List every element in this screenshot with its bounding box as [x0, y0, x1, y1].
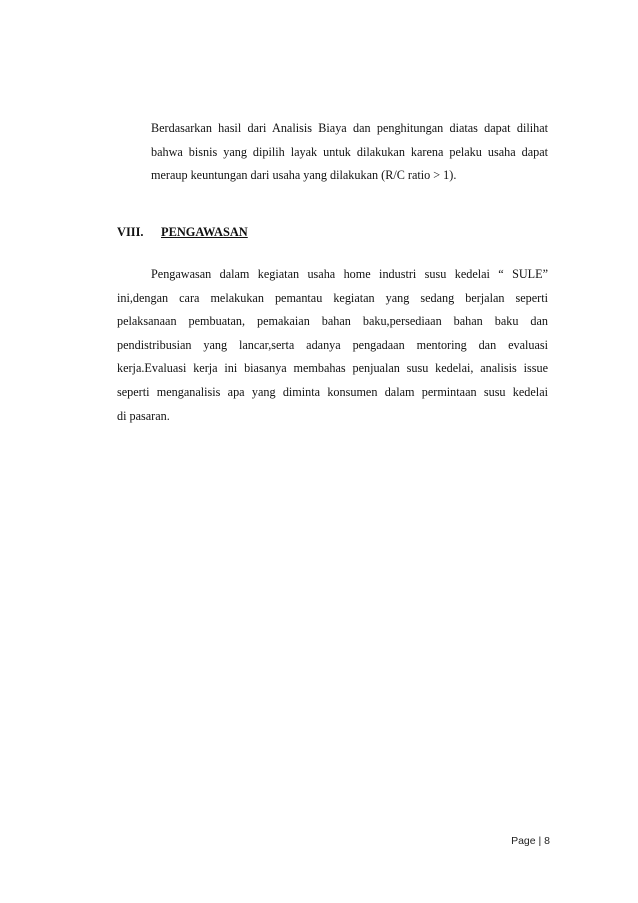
body-paragraph — [117, 263, 548, 428]
section-number: VIII. — [117, 225, 144, 239]
body-line-4: pendistribusian yang lancar,serta adanya pengadaan mentoring dan evaluasi — [117, 337, 548, 352]
intro-line-1: Berdasarkan hasil dari Analisis Biaya dan penghitungan diatas dapat dilihat — [151, 121, 548, 135]
intro-paragraph — [151, 117, 548, 188]
body-line-6: seperti menganalisis apa yang diminta konsumen dalam permintaan susu kedelai — [117, 384, 548, 399]
section-title: PENGAWASAN — [161, 225, 248, 239]
intro-line-3: meraup keuntungan dari usaha yang dilakukan (R/C ratio > 1). — [151, 168, 457, 183]
body-line-3: pelaksanaan pembuatan, pemakaian bahan baku,persediaan bahan baku dan — [117, 314, 548, 329]
body-line-2: ini,dengan cara melakukan pemantau kegiatan yang sedang berjalan seperti — [117, 290, 548, 305]
body-line-7: di pasaran. — [117, 408, 170, 423]
intro-line-2: bahwa bisnis yang dipilih layak untuk dilakukan karena pelaku usaha dapat — [151, 144, 548, 159]
body-line-1: Pengawasan dalam kegiatan usaha home industri susu kedelai “ SULE” — [151, 267, 548, 281]
page-number-footer: Page | 8 — [511, 835, 550, 847]
body-line-5: kerja.Evaluasi kerja ini biasanya membahas penjualan susu kedelai, analisis issue — [117, 361, 548, 376]
